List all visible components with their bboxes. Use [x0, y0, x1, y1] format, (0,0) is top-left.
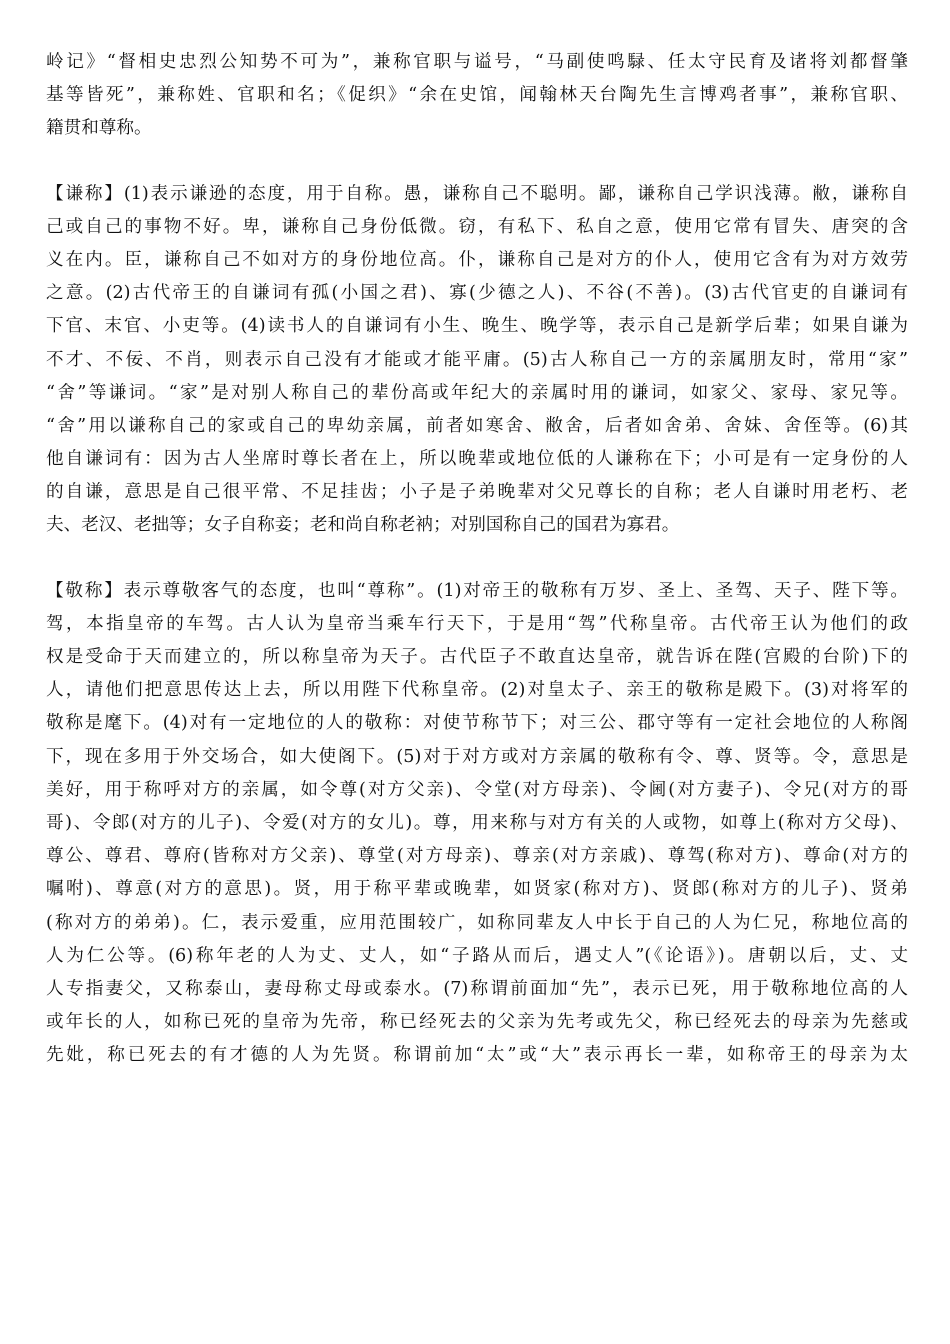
text-line: (称对方的弟弟)。仁，表示爱重，应用范围较广，如称同辈友人中长于自己的人为仁兄，称地位高的	[46, 912, 908, 933]
text-line: 【谦称】(1)表示谦逊的态度，用于自称。愚，谦称自己不聪明。鄙，谦称自己学识浅薄。敝，谦称自	[46, 183, 908, 204]
paragraph-titles	[46, 46, 908, 146]
text-line: 岭记》“督相史忠烈公知势不可为”，兼称官职与谥号，“马副使鸣騄、任太守民育及诸将刘都督肇	[46, 52, 908, 72]
document-page	[46, 46, 908, 1072]
text-line: 哥)、令郎(对方的儿子)、令爱(对方的女儿)。尊，用来称与对方有关的人或物，如尊上(称对方父母)、	[46, 812, 908, 833]
text-line: 夫、老汉、老拙等；女子自称妾；老和尚自称老衲；对别国称自己的国君为寡君。	[46, 515, 680, 536]
text-line: 或年长的人，如称已死的皇帝为先帝，称已经死去的父亲为先考或先父，称已经死去的母亲为先慈或	[46, 1012, 908, 1033]
text-line: 人为仁公等。(6)称年老的人为丈、丈人，如“子路从而后，遇丈人”(《论语》)。唐朝以后，丈、丈	[46, 945, 908, 966]
text-line: 下官、末官、小吏等。(4)读书人的自谦词有小生、晚生、晚学等，表示自己是新学后辈；如果自谦为	[46, 316, 908, 337]
text-line: 人，请他们把意思传达上去，所以用陛下代称皇帝。(2)对皇太子、亲王的敬称是殿下。(3)对将军的	[46, 680, 908, 701]
text-line: 权是受命于天而建立的，所以称皇帝为天子。古代臣子不敢直达皇帝，就告诉在陛(宫殿的台阶)下的	[46, 647, 908, 667]
text-line: 尊公、尊君、尊府(皆称对方父亲)、尊堂(对方母亲)、尊亲(对方亲戚)、尊驾(称对方)、尊命(对方的	[46, 846, 908, 867]
text-line: 美好，用于称呼对方的亲属，如令尊(对方父亲)、令堂(对方母亲)、令阃(对方妻子)、令兄(对方的哥	[46, 779, 908, 800]
text-line: 不才、不佞、不肖，则表示自己没有才能或才能平庸。(5)古人称自己一方的亲属朋友时，常用“家”	[46, 349, 908, 370]
text-line: 先妣，称已死去的有才德的人为先贤。称谓前加“太”或“大”表示再长一辈，如称帝王的母亲为太	[46, 1045, 908, 1066]
text-line: “舍”等谦词。“家”是对别人称自己的辈份高或年纪大的亲属时用的谦词，如家父、家母、家兄等。	[46, 382, 908, 403]
text-line: 驾，本指皇帝的车驾。古人认为皇帝当乘车行天下，于是用“驾”代称皇帝。古代帝王认为他们的政	[46, 613, 908, 634]
paragraph-honorific-terms	[46, 575, 908, 1073]
paragraph-humble-terms	[46, 178, 908, 543]
paragraph-gap	[46, 146, 908, 178]
text-line: 下，现在多用于外交场合，如大使阁下。(5)对于对方或对方亲属的敬称有令、尊、贤等。令，意思是	[46, 746, 908, 767]
text-line: 嘱咐)、尊意(对方的意思)。贤，用于称平辈或晚辈，如贤家(称对方)、贤郎(称对方的儿子)、贤弟	[46, 879, 908, 900]
text-line: 敬称是麾下。(4)对有一定地位的人的敬称：对使节称节下；对三公、郡守等有一定社会地位的人称阁	[46, 713, 908, 734]
text-line: 己或自己的事物不好。卑，谦称自己身份低微。窃，有私下、私自之意，使用它常有冒失、唐突的含	[46, 216, 908, 237]
text-line: 的自谦，意思是自己很平常、不足挂齿；小子是子弟晚辈对父兄尊长的自称；老人自谦时用老朽、老	[46, 482, 908, 503]
text-line: 义在内。臣，谦称自己不如对方的身份地位高。仆，谦称自己是对方的仆人，使用它含有为对方效劳	[46, 249, 908, 270]
text-line: 【敬称】表示尊敬客气的态度，也叫“尊称”。(1)对帝王的敬称有万岁、圣上、圣驾、天子、陛下等。	[46, 580, 908, 601]
text-line: 籍贯和尊称。	[46, 118, 152, 139]
text-line: 人专指妻父，又称泰山，妻母称丈母或泰水。(7)称谓前面加“先”，表示已死，用于敬称地位高的人	[46, 978, 908, 999]
text-line: “舍”用以谦称自己的家或自己的卑幼亲属，前者如寒舍、敝舍，后者如舍弟、舍妹、舍侄等。(6)其	[46, 415, 908, 436]
text-line: 他自谦词有：因为古人坐席时尊长者在上，所以晚辈或地位低的人谦称在下；小可是有一定身份的人	[46, 449, 908, 470]
paragraph-gap	[46, 543, 908, 575]
text-line: 基等皆死”，兼称姓、官职和名；《促织》“余在史馆，闻翰林天台陶先生言博鸡者事”，兼称官职、	[46, 85, 908, 106]
text-line: 之意。(2)古代帝王的自谦词有孤(小国之君)、寡(少德之人)、不谷(不善)。(3)古代官吏的自谦词有	[46, 283, 908, 304]
